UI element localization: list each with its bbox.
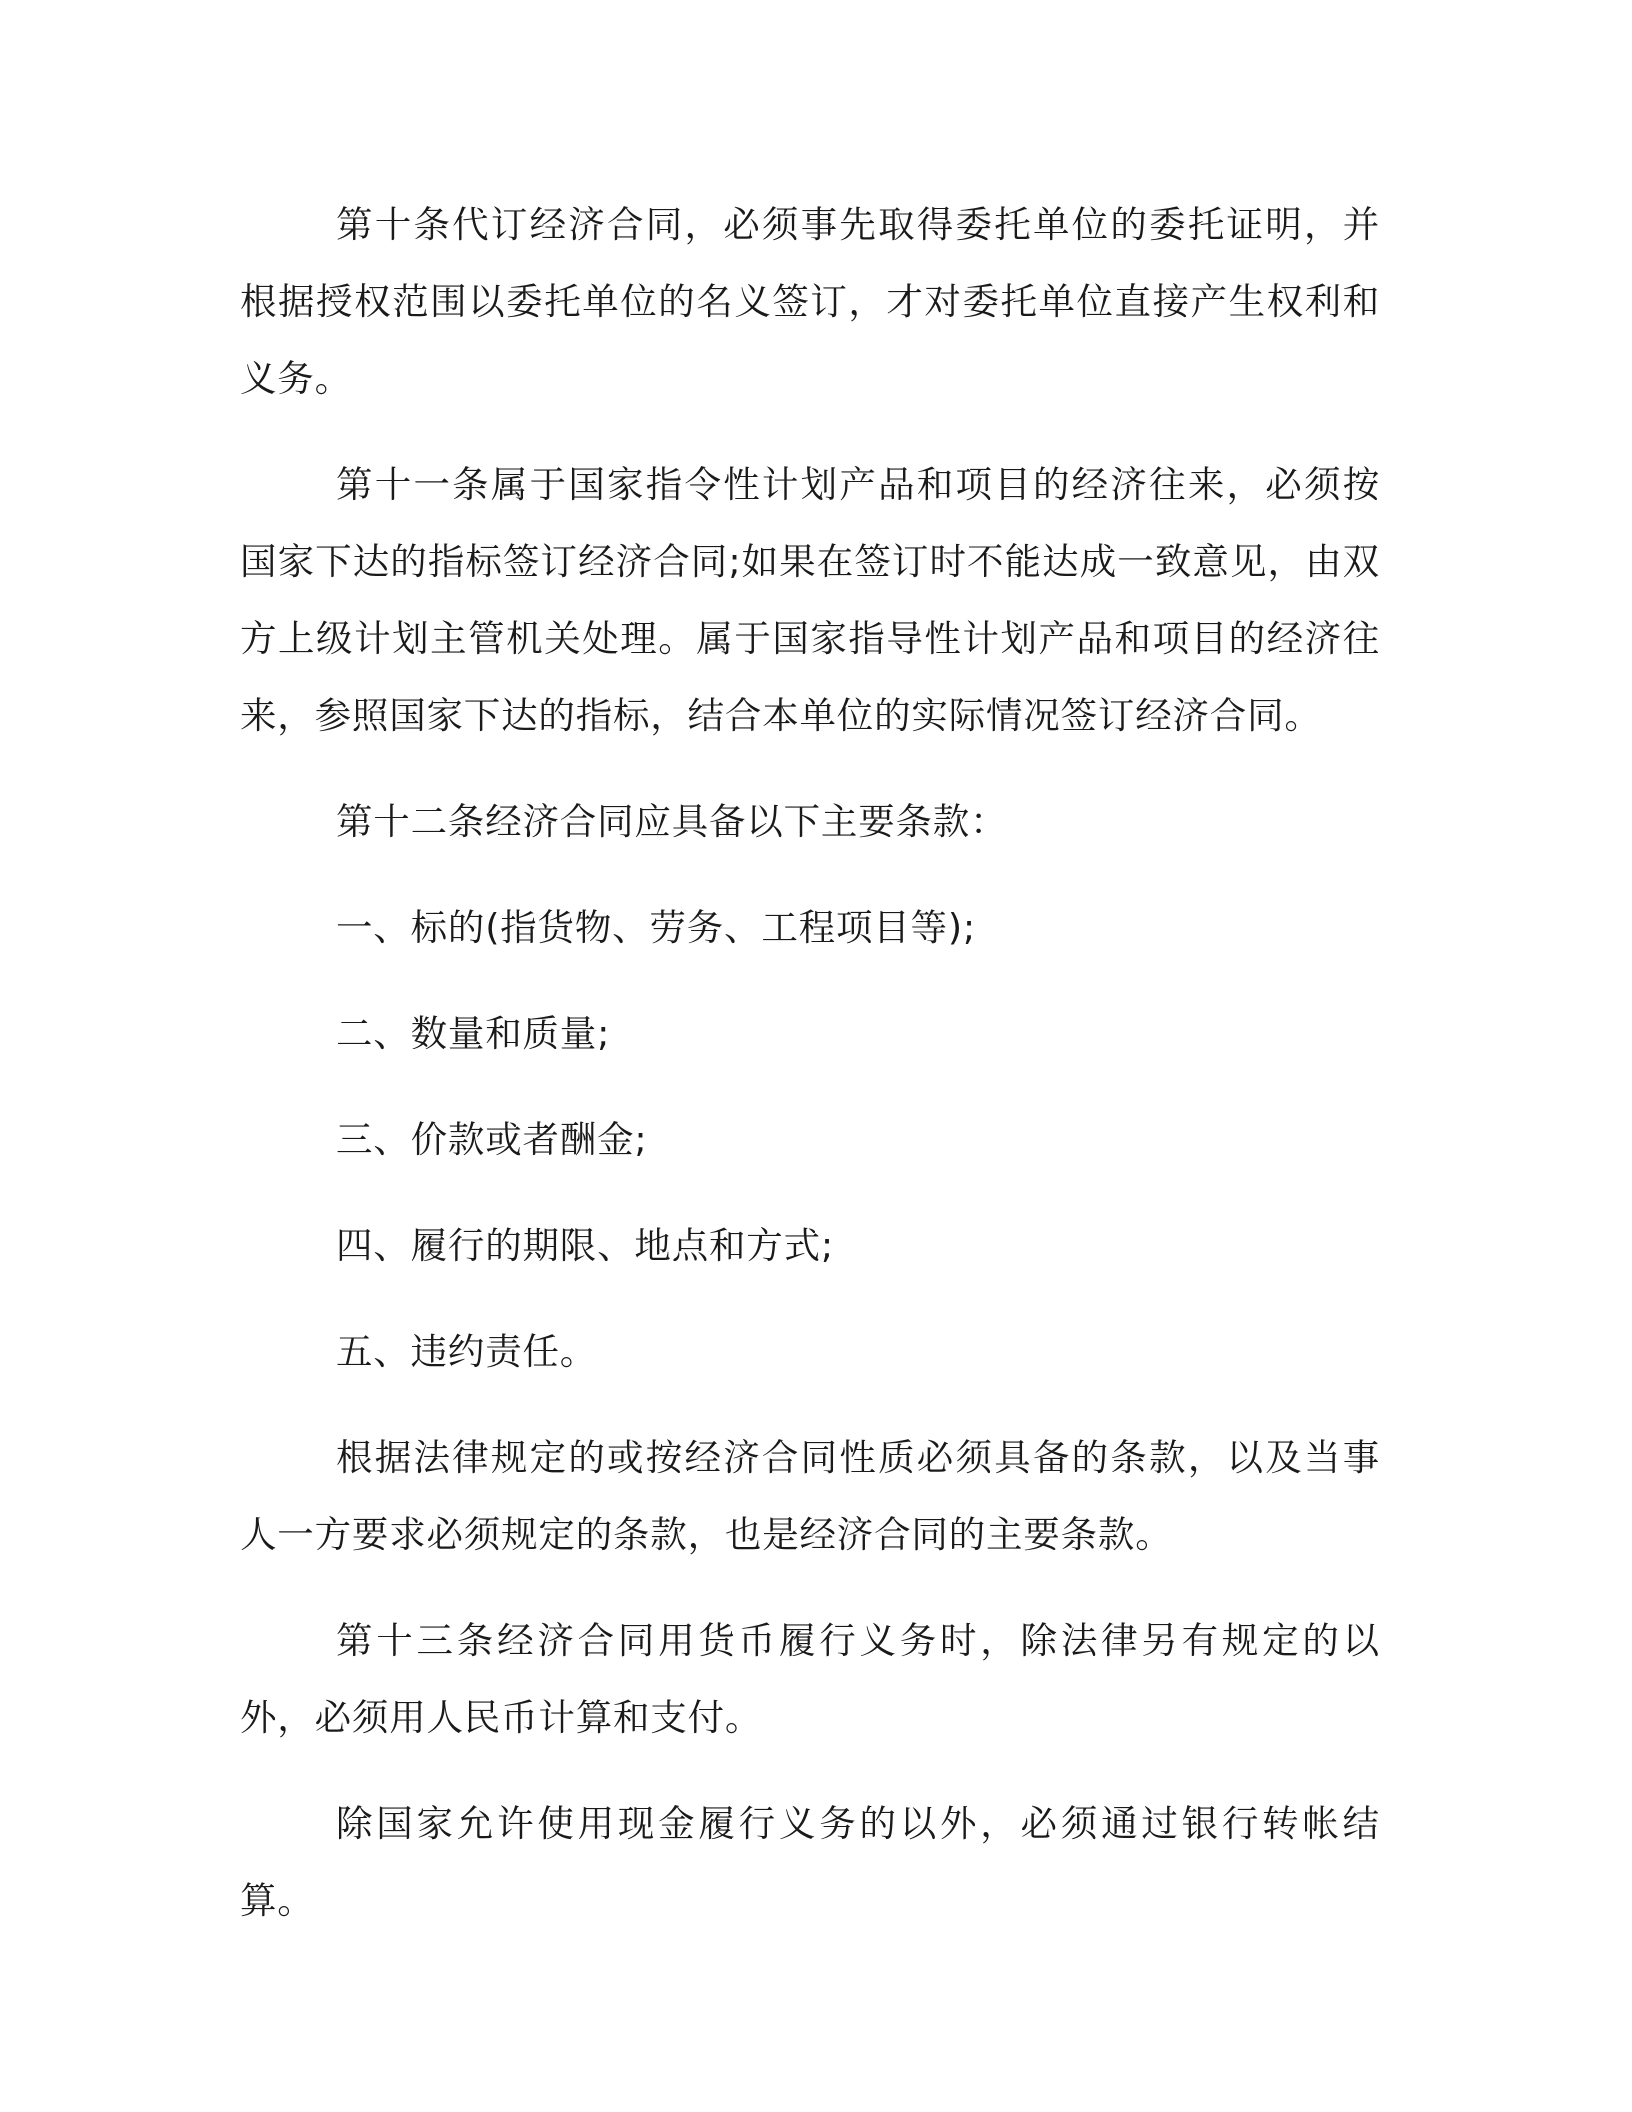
clause-item-4: 四、履行的期限、地点和方式; (336, 1224, 834, 1267)
clause-item-2: 二、数量和质量; (336, 1012, 611, 1055)
bank-settlement-paragraph: 除国家允许使用现金履行义务的以外，必须通过银行转帐结算。 (240, 1802, 1380, 1922)
main-clauses-note-paragraph: 根据法律规定的或按经济合同性质必须具备的条款，以及当事人一方要求必须规定的条款，也是经济合同的主要条款。 (240, 1436, 1380, 1556)
clause-item-1: 一、标的(指货物、劳务、工程项目等); (336, 906, 976, 949)
article-11-paragraph: 第十一条属于国家指令性计划产品和项目的经济往来，必须按国家下达的指标签订经济合同;如果在签订时不能达成一致意见，由双方上级计划主管机关处理。属于国家指导性计划产品和项目的经济往来，参照国家下达的指标，结合本单位的实际情况签订经济合同。 (240, 463, 1380, 737)
article-12-paragraph: 第十二条经济合同应具备以下主要条款： (336, 800, 1008, 843)
article-10-paragraph: 第十条代订经济合同，必须事先取得委托单位的委托证明，并根据授权范围以委托单位的名义签订，才对委托单位直接产生权利和义务。 (240, 203, 1380, 400)
clause-item-5: 五、违约责任。 (336, 1330, 598, 1373)
article-13-paragraph: 第十三条经济合同用货币履行义务时，除法律另有规定的以外，必须用人民币计算和支付。 (240, 1619, 1380, 1739)
clause-item-3: 三、价款或者酬金; (336, 1118, 648, 1161)
document-body (240, 186, 1380, 1939)
